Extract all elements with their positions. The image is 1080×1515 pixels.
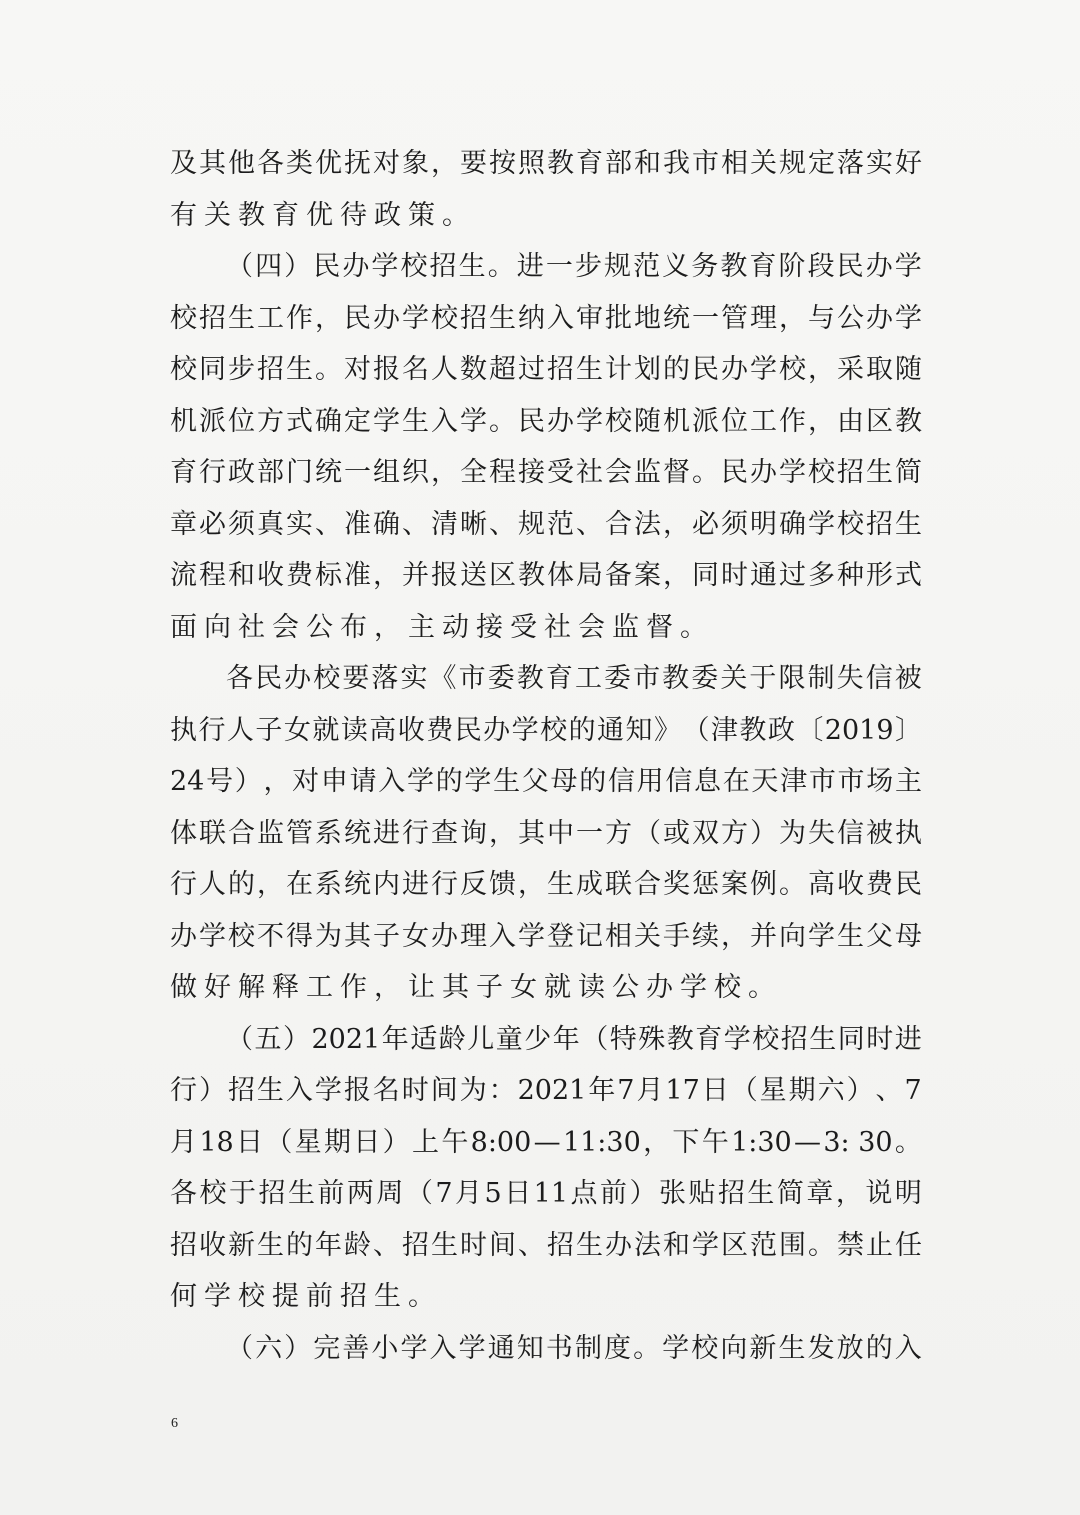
text-line: 行 人 的 ， 在 系 统 内 进 行 反 馈 ， 生 成 联 合 奖 惩 案 例 。 高 收 费 民	[170, 869, 922, 900]
text-line: 有关教育优待政策。	[170, 199, 476, 231]
text-line: 做好解释工作，让其子女就读公办学校。	[170, 972, 782, 1003]
text-line: 各 民 办 校 要 落 实 《 市 委 教 育 工 委 市 教 委 关 于 限 制 失 信 被	[226, 663, 922, 694]
text-line: 校 招 生 工 作 ， 民 办 学 校 招 生 纳 入 审 批 地 统 一 管 理 ， 与 公 办 学	[170, 302, 922, 334]
text-line: 行 ） 招 生 入 学 报 名 时 间 为 ： 2021 年 7 月 17 日 （ 星 期 六 ） 、 7	[170, 1075, 922, 1106]
text-line: 流 程 和 收 费 标 准 ， 并 报 送 区 教 体 局 备 案 ， 同 时 通 过 多 种 形 式	[170, 560, 922, 591]
body-text	[170, 138, 922, 1374]
text-line: 面向社会公布，主动接受社会监督。	[170, 611, 714, 643]
text-line: 招 收 新 生 的 年 龄 、 招 生 时 间 、 招 生 办 法 和 学 区 范 围 。 禁 止 任	[170, 1229, 922, 1261]
text-line: （ 四 ） 民 办 学 校 招 生 。 进 一 步 规 范 义 务 教 育 阶 段 民 办 学	[226, 251, 922, 282]
text-line: 24 号 ） ， 对 申 请 入 学 的 学 生 父 母 的 信 用 信 息 在 天 津 市 市 场 主	[170, 766, 922, 797]
text-line: 机 派 位 方 式 确 定 学 生 入 学 。 民 办 学 校 随 机 派 位 工 作 ， 由 区 教	[170, 405, 922, 437]
text-line: （ 五 ） 2021 年 适 龄 儿 童 少 年 （ 特 殊 教 育 学 校 招 生 同 时 进	[226, 1023, 922, 1055]
text-line: 执 行 人 子 女 就 读 高 收 费 民 办 学 校 的 通 知 》 （ 津 教 政 〔 2019 〕	[170, 714, 922, 746]
text-line: 校 同 步 招 生 。 对 报 名 人 数 超 过 招 生 计 划 的 民 办 学 校 ， 采 取 随	[170, 354, 922, 385]
text-line: （ 六 ） 完 善 小 学 入 学 通 知 书 制 度 。 学 校 向 新 生 发 放 的 入	[226, 1332, 922, 1364]
text-line: 何学校提前招生。	[170, 1281, 442, 1312]
page-number: 6	[171, 1416, 178, 1431]
text-line: 体 联 合 监 管 系 统 进 行 查 询 ， 其 中 一 方 （ 或 双 方 ） 为 失 信 被 执	[170, 817, 922, 849]
text-line: 各 校 于 招 生 前 两 周 （ 7 月 5 日 11 点 前 ） 张 贴 招 生 简 章 ， 说 明	[170, 1178, 922, 1209]
text-line: 办 学 校 不 得 为 其 子 女 办 理 入 学 登 记 相 关 手 续 ， 并 向 学 生 父 母	[170, 920, 922, 952]
text-line: 章 必 须 真 实 、 准 确 、 清 晰 、 规 范 、 合 法 ， 必 须 明 确 学 校 招 生	[170, 508, 922, 540]
text-line: 月 18 日 （ 星 期 日 ） 上 午 8:00 — 11:30 ， 下 午 1:30 — 3: 30 。	[170, 1126, 922, 1158]
text-line: 及 其 他 各 类 优 抚 对 象 ， 要 按 照 教 育 部 和 我 市 相 关 规 定 落 实 好	[170, 148, 922, 179]
text-line: 育 行 政 部 门 统 一 组 织 ， 全 程 接 受 社 会 监 督 。 民 办 学 校 招 生 简	[170, 457, 922, 488]
